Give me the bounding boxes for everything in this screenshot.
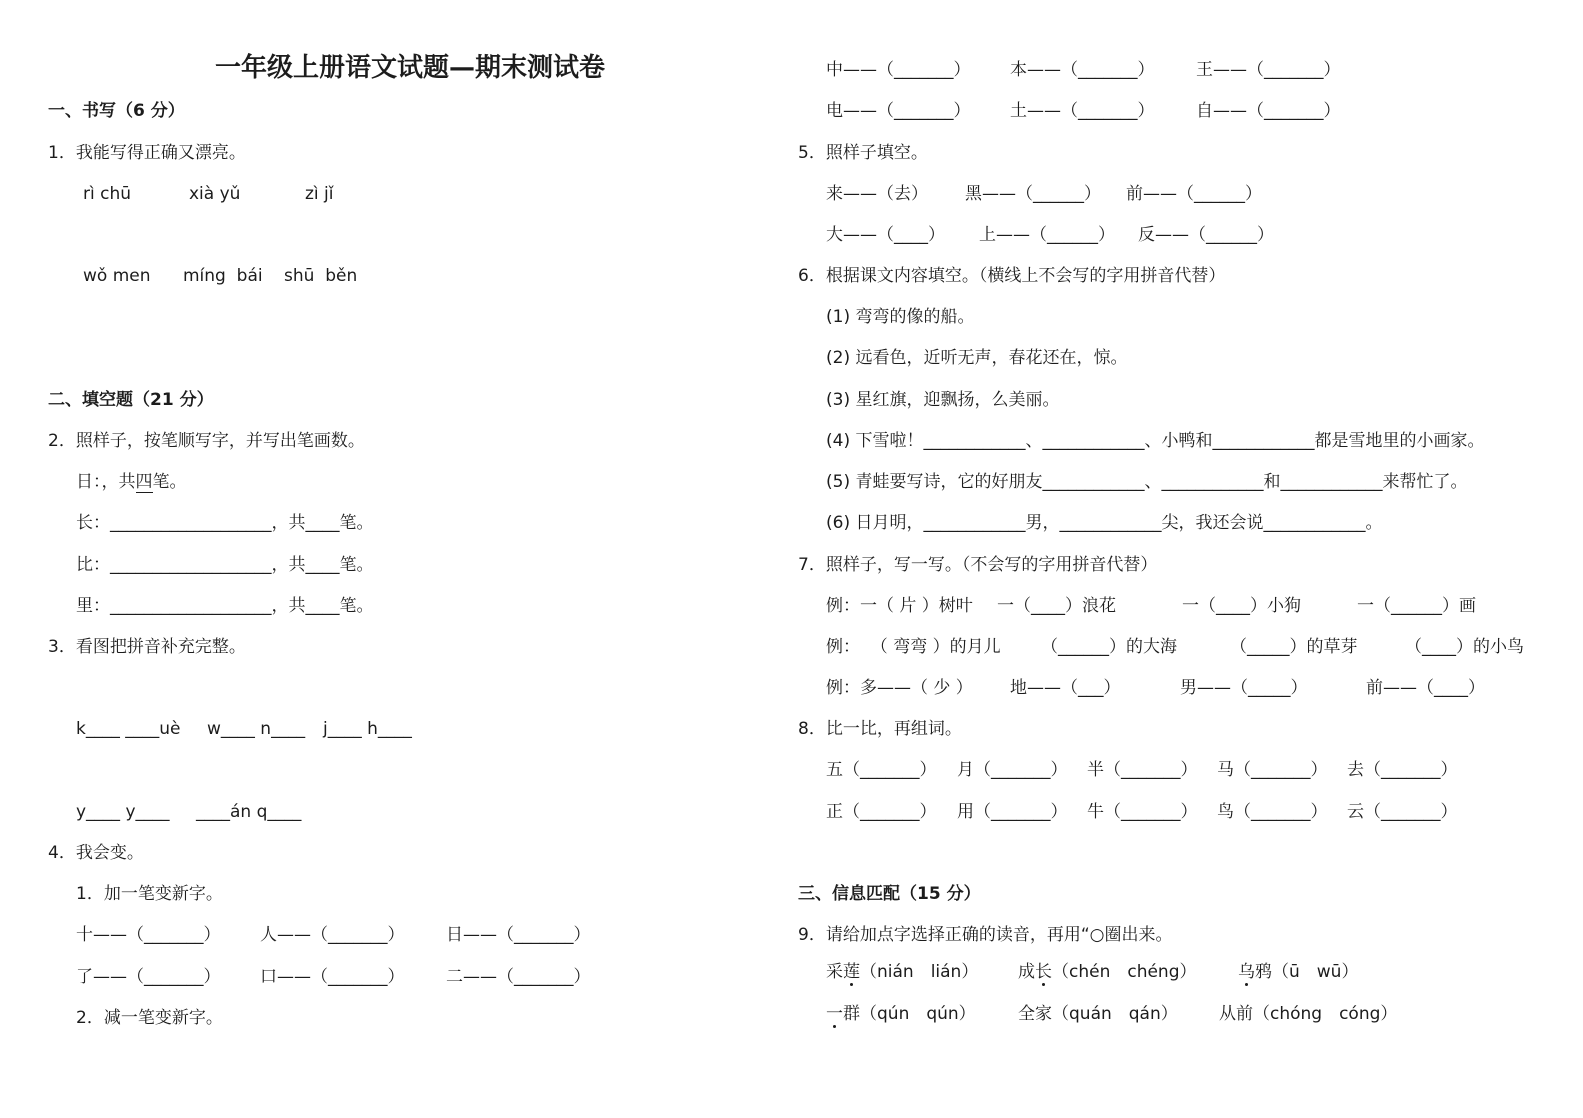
reading-choice-item (1219, 1003, 1397, 1025)
text-recall-item: (1) 弯弯的像的船。 (826, 307, 975, 327)
stroke-order-blank: 里：___________________，共____笔。 (76, 596, 374, 616)
word-group-blank: 五（_______） (826, 760, 937, 780)
question-1-label: 1．我能写得正确又漂亮。 (48, 143, 246, 163)
reading-choice-item (1018, 961, 1197, 983)
word-group-blank: 马（_______） (1217, 760, 1328, 780)
char-change-blank: 中——（_______） (826, 60, 971, 80)
char-change-blank: 口——（_______） (260, 967, 405, 987)
word-group-blank: 鸟（_______） (1217, 802, 1328, 822)
char-change-blank: 二——（_______） (446, 967, 591, 987)
antonym-blank: 前——（____） (1366, 678, 1485, 698)
pinyin-prompt: xià yǔ (189, 184, 241, 204)
stroke-order-blank: 长：___________________，共____笔。 (76, 513, 374, 533)
word-group-blank: 用（_______） (957, 802, 1068, 822)
pinyin-options: （qún qún） (860, 1004, 976, 1024)
pinyin-options: （quán qán） (1052, 1004, 1178, 1024)
section-heading-matching: 三、信息匹配（15 分） (798, 884, 981, 904)
text-recall-item: (4) 下雪啦！____________、____________、小鸭和____________都是雪地里的小画家。 (826, 431, 1485, 451)
stroke-order-example (76, 471, 187, 493)
question-7-label: 7．照样子，写一写。（不会写的字用拼音代替） (798, 555, 1158, 575)
pinyin-prompt: wǒ men (83, 266, 151, 286)
char-change-blank: 日——（_______） (446, 925, 591, 945)
char-change-blank: 本——（_______） (1010, 60, 1155, 80)
antonym-blank: 大——（____） (826, 225, 945, 245)
char-change-blank: 十——（_______） (76, 925, 221, 945)
pinyin-blank: j____ h____ (323, 719, 412, 739)
example-item: 例： （ 弯弯 ）的月儿 (826, 637, 1001, 657)
section-heading-fill-in: 二、填空题（21 分） (48, 390, 214, 410)
example-text: 日：，共 (76, 472, 136, 492)
reading-choice-item (1238, 961, 1358, 983)
section-heading-writing: 一、书写（6 分） (48, 101, 185, 121)
modifier-blank: （_____）的草芽 (1230, 637, 1358, 657)
question-2-label: 2．照样子，按笔顺写字，并写出笔画数。 (48, 431, 365, 451)
question-9-label: 9．请给加点字选择正确的读音，再用“○圈出来。 (798, 925, 1173, 945)
word-group-blank: 牛（_______） (1087, 802, 1198, 822)
word-group-blank: 云（_______） (1347, 802, 1458, 822)
char-change-blank: 土——（_______） (1010, 101, 1155, 121)
word: 从前 (1219, 1004, 1253, 1024)
char-change-blank: 了——（_______） (76, 967, 221, 987)
antonym-blank: 前——（______） (1126, 184, 1262, 204)
stroke-order-blank: 比：___________________，共____笔。 (76, 555, 374, 575)
word-char: 成 (1018, 962, 1035, 982)
question-3-label: 3．看图把拼音补充完整。 (48, 637, 246, 657)
pinyin-prompt: shū běn (284, 266, 358, 286)
stroke-count-answer: 四 (135, 472, 153, 492)
word-group-blank: 去（_______） (1347, 760, 1458, 780)
word-group-blank: 月（_______） (957, 760, 1068, 780)
word-char: 群 (843, 1004, 860, 1024)
char-change-blank: 王——（_______） (1196, 60, 1341, 80)
reading-choice-item (1018, 1003, 1178, 1025)
question-8-label: 8．比一比，再组词。 (798, 719, 962, 739)
measure-word-blank: 一（____）浪花 (997, 596, 1116, 616)
pinyin-blank: ____án q____ (196, 802, 302, 822)
example-item: 例：多——（ 少 ） (826, 678, 973, 698)
text-recall-item: (5) 青蛙要写诗，它的好朋友____________、____________和____________来帮忙了。 (826, 472, 1468, 492)
measure-word-blank: 一（____）小狗 (1182, 596, 1301, 616)
antonym-blank: 上——（______） (979, 225, 1115, 245)
word-group-blank: 正（_______） (826, 802, 937, 822)
pinyin-blank: w____ n____ (207, 719, 306, 739)
antonym-blank: 反——（______） (1138, 225, 1274, 245)
char-change-blank: 人——（_______） (260, 925, 405, 945)
question-6-label: 6．根据课文内容填空。（横线上不会写的字用拼音代替） (798, 266, 1226, 286)
pinyin-options: （nián lián） (860, 962, 979, 982)
antonym-blank: 来——（去） (826, 184, 928, 204)
dotted-char: 莲 (843, 962, 860, 982)
reading-choice-item (826, 961, 978, 983)
word-char: 鸦 (1255, 962, 1272, 982)
pinyin-prompt: zì jǐ (305, 184, 334, 204)
modifier-blank: （____）的小鸟 (1405, 637, 1524, 657)
dotted-char: 长 (1035, 962, 1052, 982)
text-recall-item: (2) 远看色，近听无声，春花还在，惊。 (826, 348, 1128, 368)
sub-question-label: 1．加一笔变新字。 (76, 884, 223, 904)
reading-choice-item (826, 1003, 976, 1025)
dotted-char: 一 (826, 1004, 843, 1024)
pinyin-options: （chóng cóng） (1253, 1004, 1398, 1024)
char-change-blank: 电——（_______） (826, 101, 971, 121)
question-4-label: 4．我会变。 (48, 843, 144, 863)
pinyin-options: （ū wū） (1272, 962, 1359, 982)
pinyin-prompt: rì chū (83, 184, 132, 204)
text-recall-item: (3) 星红旗，迎飘扬，么美丽。 (826, 390, 1060, 410)
word-group-blank: 半（_______） (1087, 760, 1198, 780)
question-5-label: 5．照样子填空。 (798, 143, 928, 163)
sub-question-label: 2．减一笔变新字。 (76, 1008, 223, 1028)
antonym-blank: 男——（_____） (1180, 678, 1308, 698)
char-change-blank: 自——（_______） (1196, 101, 1341, 121)
pinyin-prompt: míng bái (183, 266, 263, 286)
measure-word-blank: 一（______）画 (1357, 596, 1476, 616)
antonym-blank: 地——（___） (1010, 678, 1121, 698)
pinyin-blank: y____ y____ (76, 802, 170, 822)
text-recall-item: (6) 日月明，____________男，____________尖，我还会说____________。 (826, 513, 1383, 533)
modifier-blank: （______）的大海 (1041, 637, 1177, 657)
pinyin-options: （chén chéng） (1052, 962, 1197, 982)
example-text: 笔。 (152, 472, 187, 492)
word: 全家 (1018, 1004, 1052, 1024)
antonym-blank: 黑——（______） (965, 184, 1101, 204)
dotted-char: 乌 (1238, 962, 1255, 982)
pinyin-blank: k____ ____uè (76, 719, 181, 739)
word-char: 采 (826, 962, 843, 982)
example-item: 例：一（ 片 ）树叶 (826, 596, 973, 616)
page-title: 一年级上册语文试题—期末测试卷 (214, 53, 605, 83)
